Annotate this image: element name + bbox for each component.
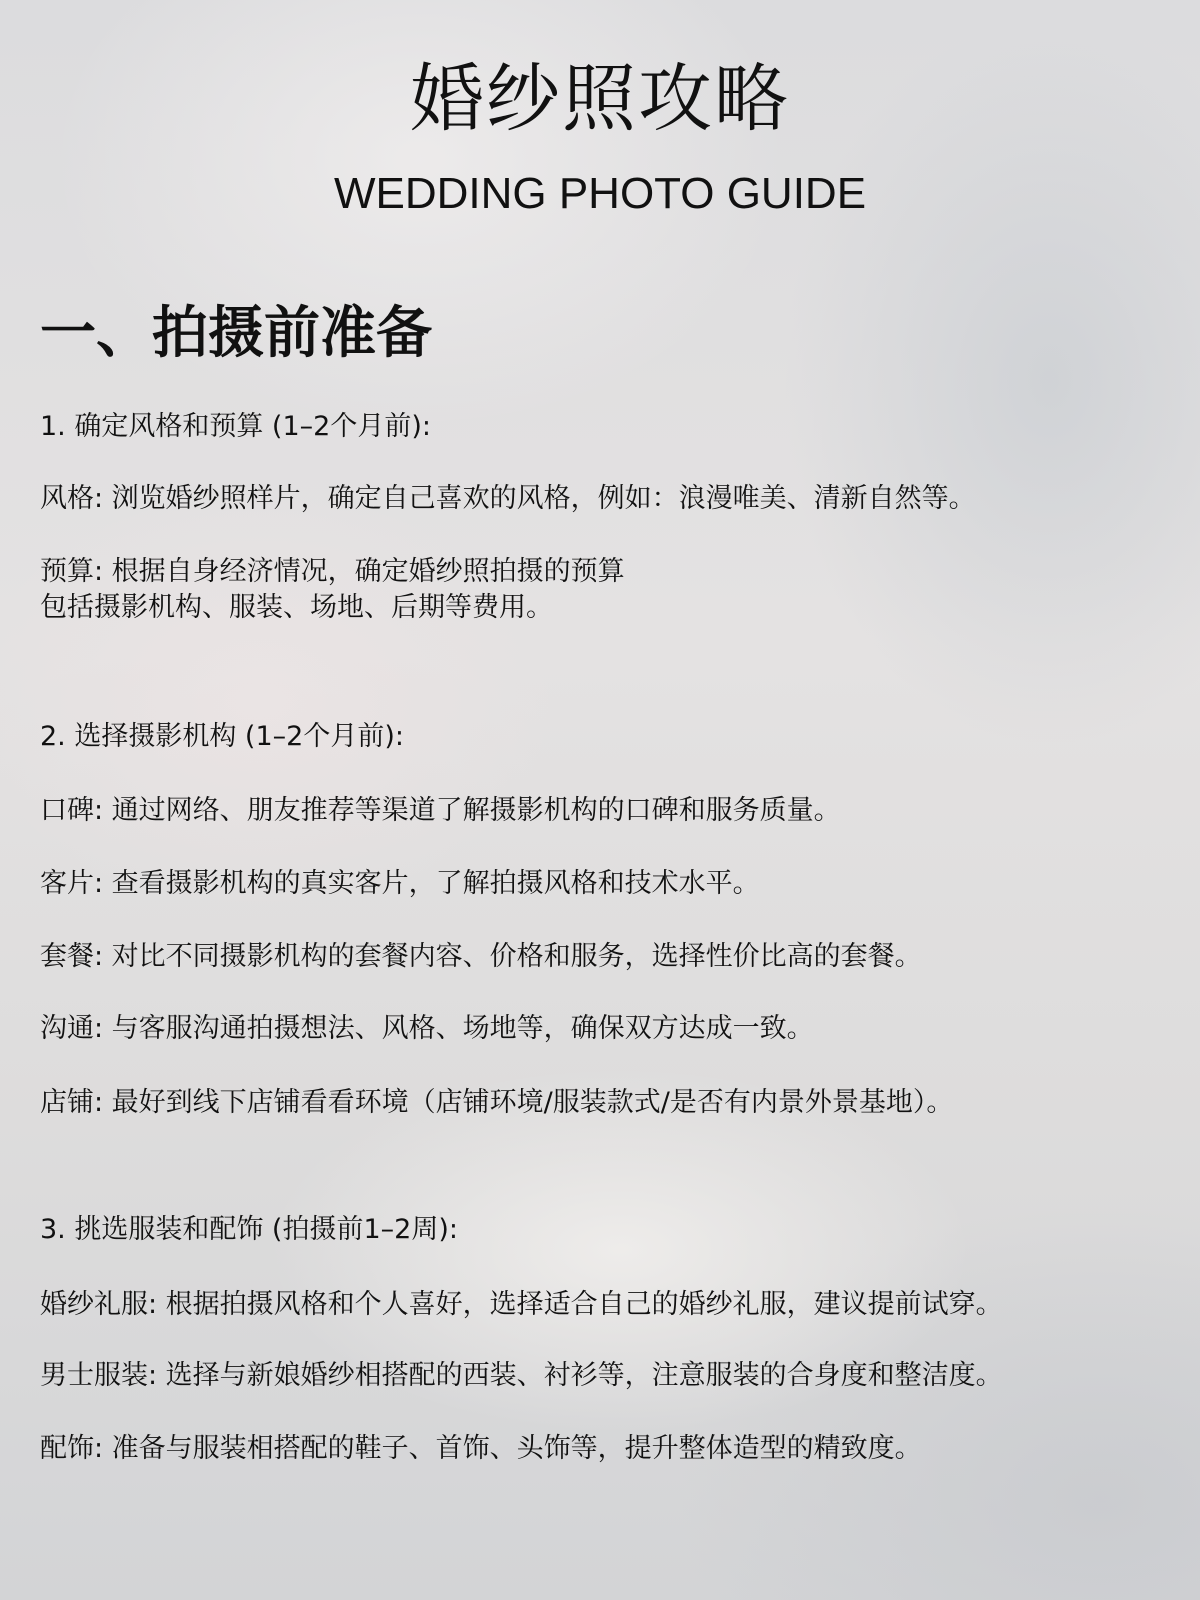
step-item-samples: 客片: 查看摄影机构的真实客片，了解拍摄风格和技术水平。 xyxy=(40,868,760,899)
step-item-store: 店铺: 最好到线下店铺看看环境（店铺环境/服装款式/是否有内景外景基地）。 xyxy=(40,1087,954,1118)
step-item-accessories: 配饰: 准备与服装相搭配的鞋子、首饰、头饰等，提升整体造型的精致度。 xyxy=(40,1433,922,1464)
step-heading: 2. 选择摄影机构 (1–2个月前): xyxy=(40,721,404,752)
page-subtitle: WEDDING PHOTO GUIDE xyxy=(333,169,867,218)
step-item-budget-cont: 包括摄影机构、服装、场地、后期等费用。 xyxy=(40,592,553,623)
section-title: 一、拍摄前准备 xyxy=(40,301,432,366)
step-heading: 1. 确定风格和预算 (1–2个月前): xyxy=(40,411,431,442)
step-heading: 3. 挑选服装和配饰 (拍摄前1–2周): xyxy=(40,1214,458,1245)
page-title: 婚纱照攻略 xyxy=(410,56,790,142)
step-item-mens-wear: 男士服装: 选择与新娘婚纱相搭配的西装、衬衫等，注意服装的合身度和整洁度。 xyxy=(40,1360,1003,1391)
step-item-package: 套餐: 对比不同摄影机构的套餐内容、价格和服务，选择性价比高的套餐。 xyxy=(40,941,922,972)
step-item-communication: 沟通: 与客服沟通拍摄想法、风格、场地等，确保双方达成一致。 xyxy=(40,1013,814,1044)
step-item-dress: 婚纱礼服: 根据拍摄风格和个人喜好，选择适合自己的婚纱礼服，建议提前试穿。 xyxy=(40,1289,1003,1320)
step-item-reputation: 口碑: 通过网络、朋友推荐等渠道了解摄影机构的口碑和服务质量。 xyxy=(40,795,841,826)
step-item-style: 风格: 浏览婚纱照样片，确定自己喜欢的风格，例如：浪漫唯美、清新自然等。 xyxy=(40,483,976,514)
step-item-budget: 预算: 根据自身经济情况，确定婚纱照拍摄的预算 xyxy=(40,556,625,587)
